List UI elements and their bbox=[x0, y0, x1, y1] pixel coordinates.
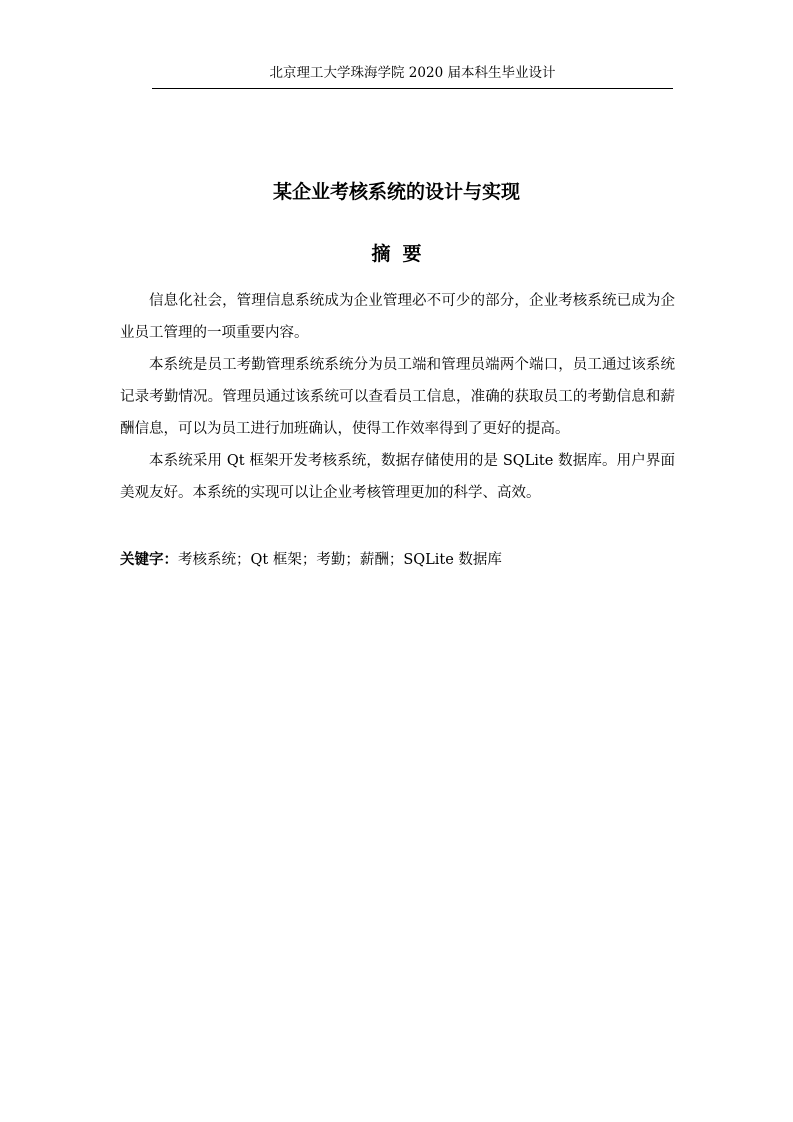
abstract-paragraph: 本系统采用 Qt 框架开发考核系统，数据存储使用的是 SQLite 数据库。用户界面美观友好。本系统的实现可以让企业考核管理更加的科学、高效。 bbox=[120, 453, 675, 501]
abstract-heading: 摘要 bbox=[371, 243, 434, 265]
page-header bbox=[152, 62, 673, 89]
abstract-paragraph: 本系统是员工考勤管理系统系统分为员工端和管理员端两个端口，员工通过该系统记录考勤情况。管理员通过该系统可以查看员工信息，准确的获取员工的考勤信息和薪酬信息，可以为员工进行加班确认，使得工作效率得到了更好的提高。 bbox=[120, 357, 675, 437]
abstract-body bbox=[120, 285, 675, 509]
keywords-text: 考核系统；Qt 框架；考勤；薪酬；SQLite 数据库 bbox=[178, 552, 502, 568]
abstract-paragraph: 信息化社会，管理信息系统成为企业管理必不可少的部分，企业考核系统已成为企业员工管理的一项重要内容。 bbox=[120, 293, 675, 341]
running-title: 北京理工大学珠海学院 2020 届本科生毕业设计 bbox=[269, 65, 556, 81]
keywords-line bbox=[120, 545, 675, 575]
keywords-label: 关键字： bbox=[120, 551, 178, 568]
document-title: 某企业考核系统的设计与实现 bbox=[272, 181, 520, 203]
